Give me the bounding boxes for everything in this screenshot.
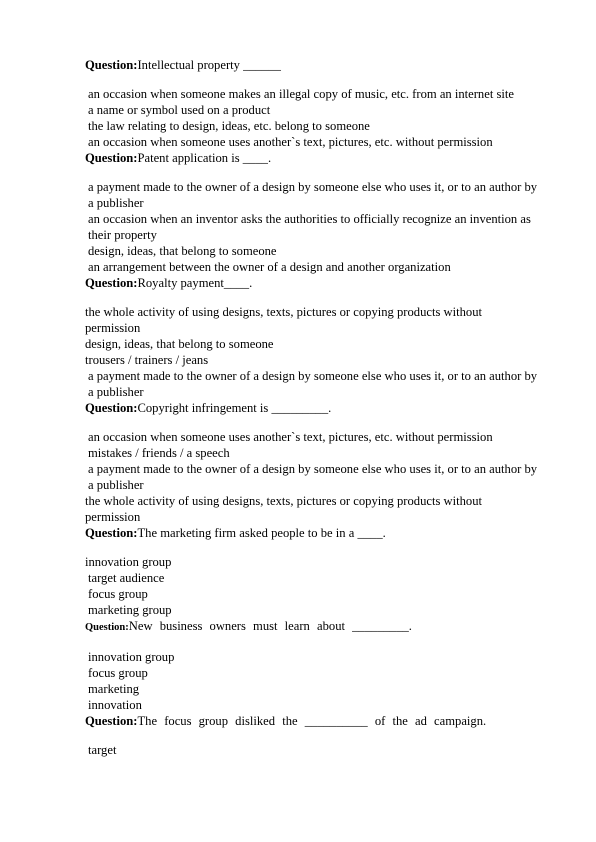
options-list-5	[85, 554, 540, 618]
option: marketing	[88, 682, 140, 696]
option: a payment made to the owner of a design by someone else who uses it, or to an author by a publisher	[88, 180, 538, 210]
options-list-6	[85, 649, 540, 713]
question-1	[85, 57, 540, 73]
option: an occasion when someone uses another`s text, pictures, etc. without permission	[88, 430, 493, 444]
question-label: Question:	[85, 622, 129, 633]
option: a name or symbol used on a product	[88, 103, 271, 117]
option: design, ideas, that belong to someone	[88, 244, 277, 258]
option: focus group	[88, 666, 148, 680]
option: an occasion when someone makes an illegal copy of music, etc. from an internet site	[88, 87, 514, 101]
question-label: Question:	[85, 714, 138, 728]
question-label: Question:	[85, 58, 138, 72]
option: a payment made to the owner of a design by someone else who uses it, or to an author by a publisher	[88, 369, 538, 399]
question-3	[85, 275, 540, 291]
options-list-7	[85, 742, 540, 758]
option: the whole activity of using designs, texts, pictures or copying products without permission	[85, 494, 482, 524]
options-list-4	[85, 429, 540, 525]
question-text: The marketing firm asked people to be in a ____.	[137, 526, 386, 540]
option: target	[88, 743, 117, 757]
option: marketing group	[88, 603, 172, 617]
option: focus group	[88, 587, 148, 601]
question-label: Question:	[85, 401, 138, 415]
option: a payment made to the owner of a design by someone else who uses it, or to an author by a publisher	[88, 462, 538, 492]
option: mistakes / friends / a speech	[88, 446, 230, 460]
question-text: The focus group disliked the __________ of the ad campaign.	[137, 714, 487, 728]
option: innovation group	[88, 650, 175, 664]
options-list-2	[85, 179, 540, 275]
option: an arrangement between the owner of a design and another organization	[88, 260, 451, 274]
question-text: Copyright infringement is _________.	[137, 401, 332, 415]
options-list-1	[85, 86, 540, 150]
question-label: Question:	[85, 526, 138, 540]
option: trousers / trainers / jeans	[85, 353, 209, 367]
question-6	[85, 618, 540, 636]
question-label: Question:	[85, 151, 138, 165]
option: innovation	[88, 698, 142, 712]
options-list-3	[85, 304, 540, 400]
question-text: New business owners must learn about _________.	[128, 619, 412, 633]
question-2	[85, 150, 540, 166]
question-label: Question:	[85, 276, 138, 290]
question-5	[85, 525, 540, 541]
question-text: Royalty payment____.	[137, 276, 253, 290]
option: design, ideas, that belong to someone	[85, 337, 274, 351]
question-text: Patent application is ____.	[137, 151, 272, 165]
option: the whole activity of using designs, texts, pictures or copying products without permission	[85, 305, 482, 335]
question-text: Intellectual property ______	[137, 58, 281, 72]
option: an occasion when someone uses another`s text, pictures, etc. without permission	[88, 135, 493, 149]
option: the law relating to design, ideas, etc. belong to someone	[88, 119, 370, 133]
question-7	[85, 713, 540, 729]
question-4	[85, 400, 540, 416]
option: target audience	[88, 571, 165, 585]
option: innovation group	[85, 555, 172, 569]
option: an occasion when an inventor asks the authorities to officially recognize an invention as their property	[88, 212, 531, 242]
